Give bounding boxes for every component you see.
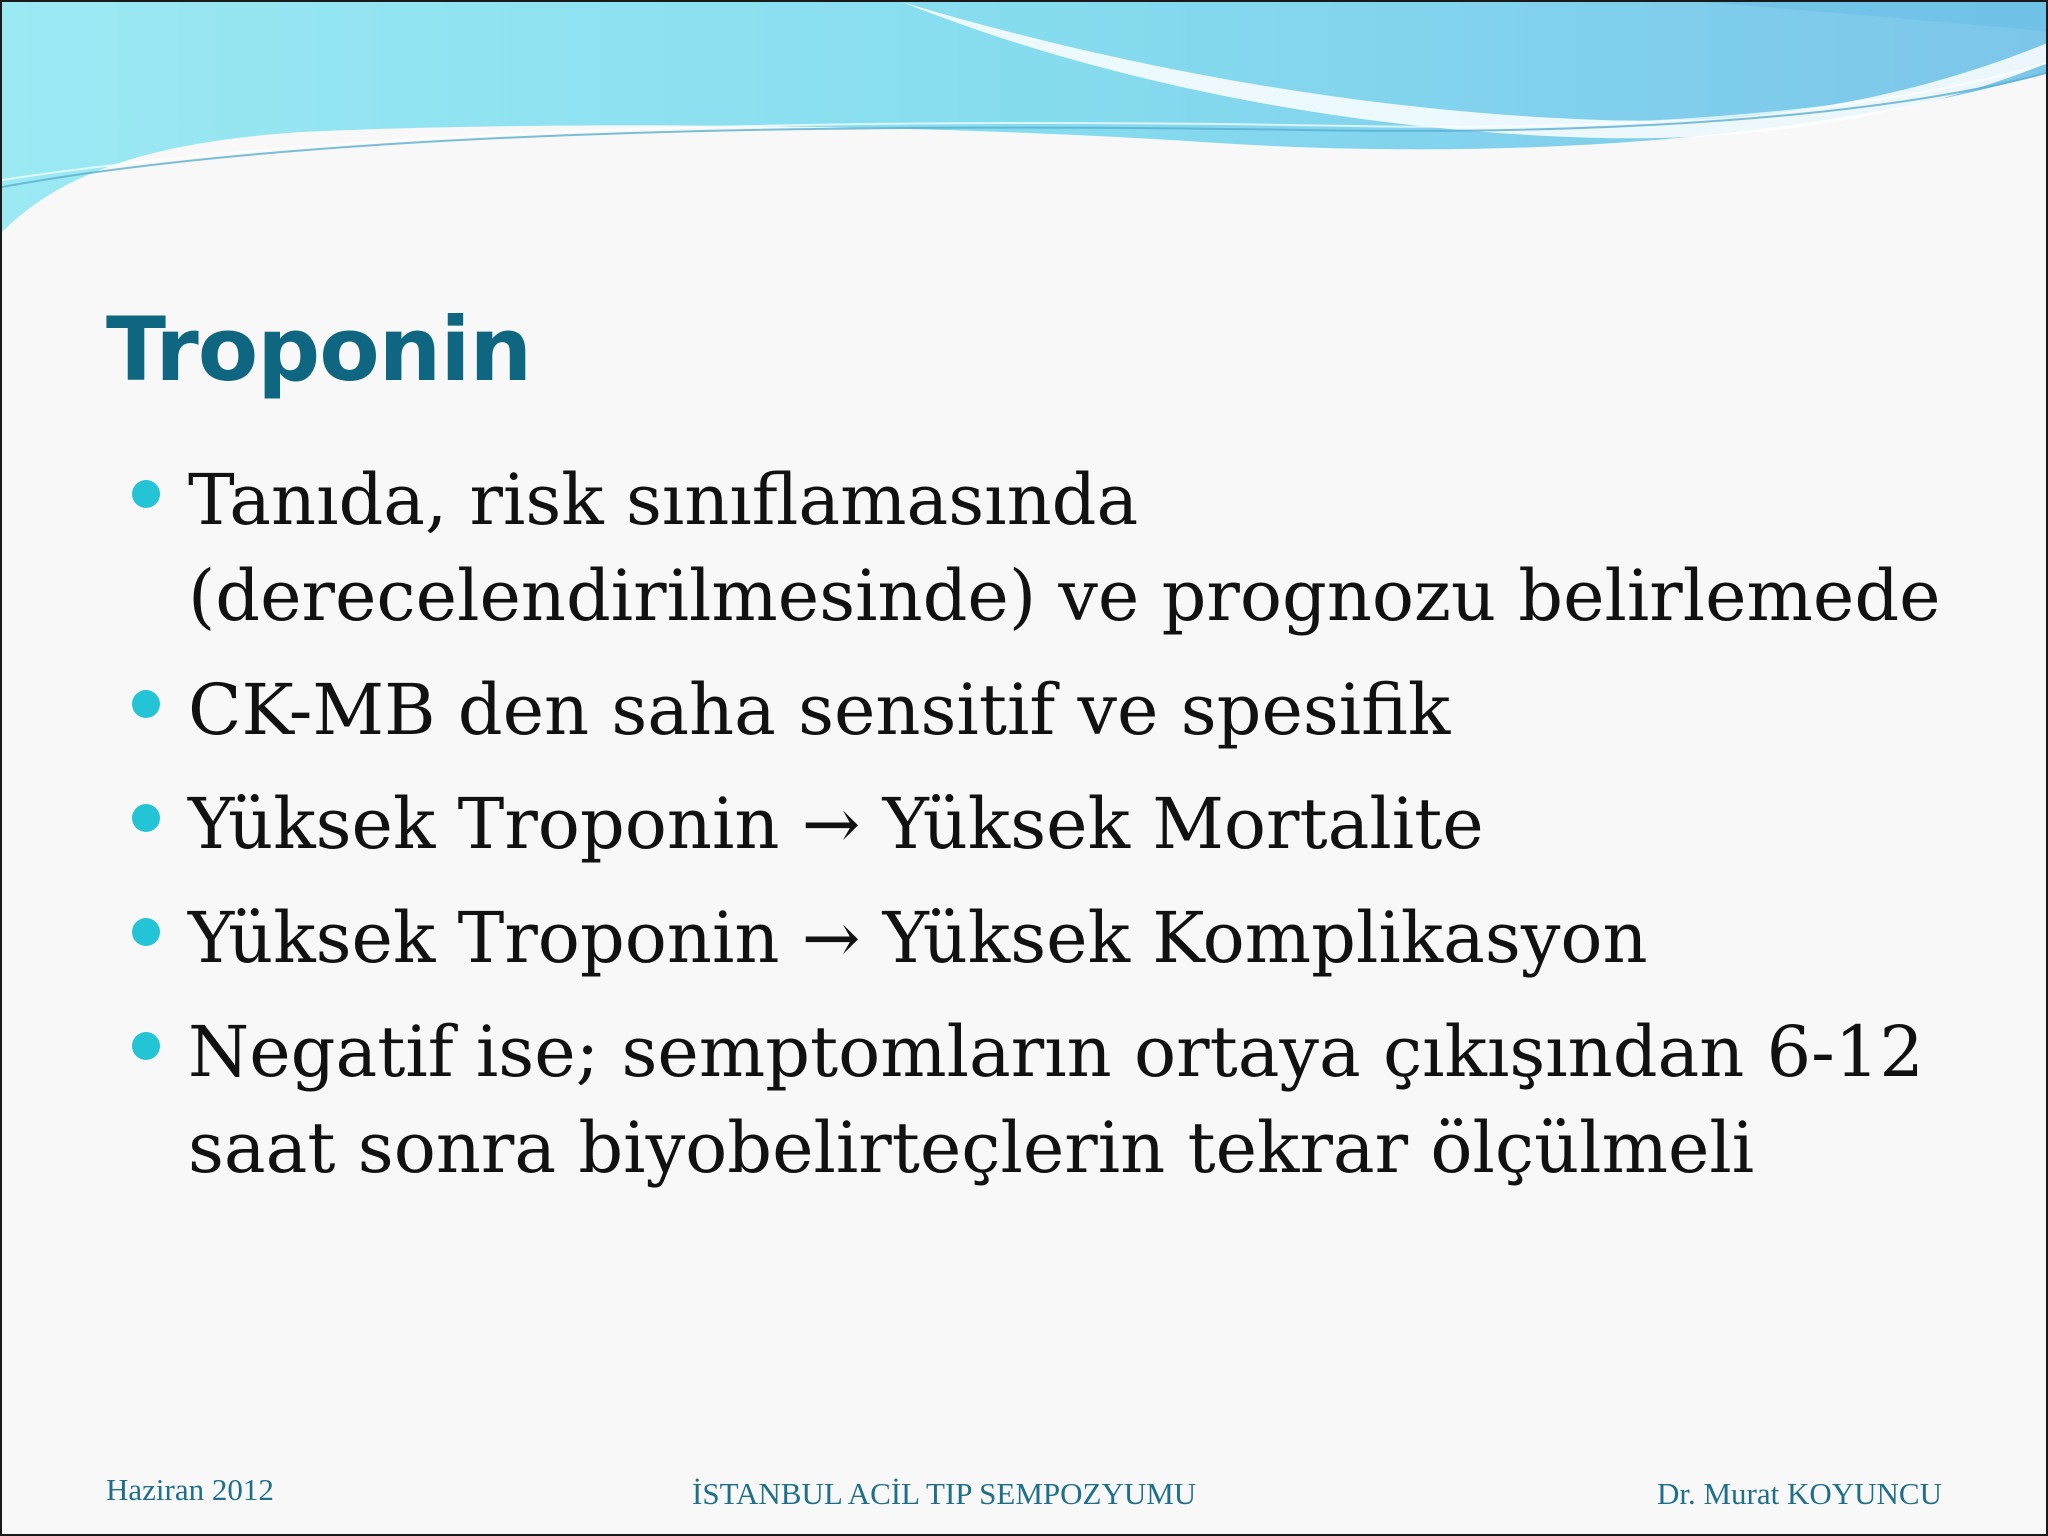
bullet-text: Yüksek Troponin → Yüksek Mortalite [188, 783, 1484, 865]
bullet-dot-icon [132, 690, 160, 718]
bullet-item [132, 452, 1992, 644]
bullet-text: Tanıda, risk sınıflamasında (derecelendirilmesinde) ve prognozu belirlemede [188, 459, 1941, 637]
footer-date: Haziran 2012 [106, 1472, 274, 1507]
bullet-item [132, 776, 1992, 872]
bullet-item [132, 662, 1992, 758]
footer-event-name: İSTANBUL ACİL TIP SEMPOZYUMU [692, 1476, 1197, 1511]
bullet-dot-icon [132, 804, 160, 832]
bullet-item [132, 890, 1992, 986]
bullet-text: CK-MB den saha sensitif ve spesifik [188, 669, 1451, 751]
bullet-dot-icon [132, 918, 160, 946]
bullet-list [132, 452, 1992, 1214]
bullet-dot-icon [132, 1032, 160, 1060]
footer-author: Dr. Murat KOYUNCU [1656, 1476, 1942, 1511]
bullet-text: Yüksek Troponin → Yüksek Komplikasyon [188, 897, 1648, 979]
bullet-item [132, 1004, 1992, 1196]
header-wave-decoration [2, 2, 2048, 242]
slide-title: Troponin [106, 298, 532, 401]
bullet-dot-icon [132, 480, 160, 508]
bullet-text: Negatif ise; semptomların ortaya çıkışından 6-12 saat sonra biyobelirteçlerin tekrar ölçülmeli [188, 1011, 1924, 1189]
